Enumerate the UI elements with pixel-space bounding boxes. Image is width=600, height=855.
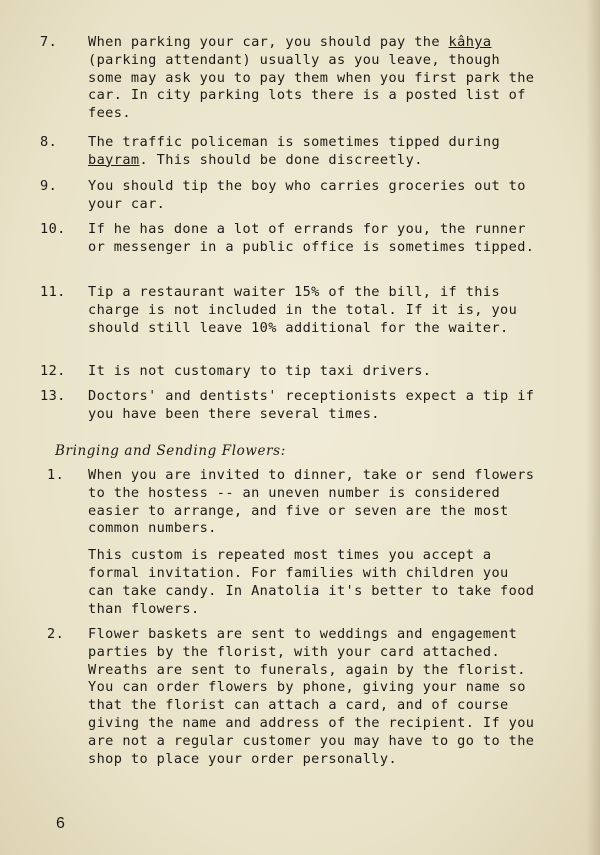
item-number: 2. [47,626,65,642]
item-text-continued: This custom is repeated most times you accept a formal invitation. For families with children you can take candy. In Anatolia it's better to take food than flowers. [88,547,535,617]
item-number: 11. [40,284,66,300]
item-text: If he has done a lot of errands for you, the runner or messenger in a public office is sometimes tipped. [88,221,535,255]
tip-item-12 [40,363,540,381]
tip-item-11 [40,284,540,337]
tip-item-10 [40,221,540,257]
item-number: 10. [40,221,66,237]
item-text: You should tip the boy who carries groceries out to your car. [88,178,526,212]
term-kahya: kâhya [448,34,492,50]
tip-item-9 [40,178,540,214]
item-number: 12. [40,363,66,379]
item-number: 8. [40,134,58,150]
item-number: 7. [40,34,58,50]
item-text: When you are invited to dinner, take or send flowers to the hostess -- an uneven number is considered easier to arrange, and five or seven are the most common numbers. [88,467,535,537]
flower-item-2 [40,626,540,768]
section-heading: Bringing and Sending Flowers: [55,443,286,459]
page-edge-shadow [586,0,600,855]
page-number: 6 [56,815,65,832]
item-text: It is not customary to tip taxi drivers. [88,363,432,379]
item-number: 9. [40,178,58,194]
item-text: Flower baskets are sent to weddings and engagement parties by the florist, with your card attached. Wreaths are sent to funerals, again by the florist. You can order flowers by phone, giving your name so that the florist can attach a card, and of course giving the name and address of the recipient. If you are not a regular customer you may have to go to the shop to place your order personally. [88,626,535,767]
item-text: Doctors' and dentists' receptionists expect a tip if you have been there several times. [88,388,535,422]
tip-item-13 [40,388,540,424]
term-bayram: bayram [88,151,140,168]
item-text: When parking your car, you should pay the kâhya (parking attendant) usually as you leave, though some may ask you to pay them when you first park the car. In city parking lots there is a posted list of fees. [88,34,535,122]
item-number: 13. [40,388,66,404]
tip-item-8 [40,134,540,170]
item-text: Tip a restaurant waiter 15% of the bill, if this charge is not included in the total. If it is, you should still leave 10% additional for the waiter. [88,284,518,336]
tip-item-7 [40,34,540,123]
item-text: The traffic policeman is sometimes tipped during bayram. This should be done discreetly. [88,134,501,168]
item-number: 1. [47,467,65,483]
flower-item-1 [40,467,540,618]
